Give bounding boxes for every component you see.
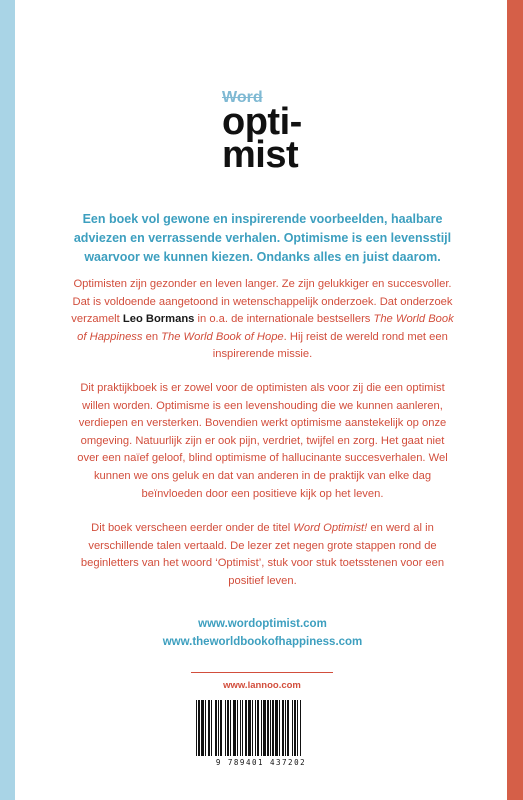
p1-text-a: Optimisten zijn gezonder en leven langer. Ze zijn gelukkiger en succesvoller. Dat is voldoende aangetoond in wetenschappelijk onderzoek. Dat onderzoek verzamelt <box>71 278 453 326</box>
link-wordoptimist[interactable]: www.wordoptimist.com <box>198 618 327 630</box>
logo-line-2: mist <box>222 134 299 176</box>
barcode-bar <box>263 700 266 756</box>
logo-line-1: opti- <box>222 101 302 143</box>
paragraph-2: Dit praktijkboek is er zowel voor de optimisten als voor zij die een optimist willen worden. Optimisme is een levenshouding die we kunnen aanleren, verdiepen en versterken. Bovendien werkt optimisme aanstekelijk op onze omgeving. Natuurlijk zijn er ook pijn, verdriet, twijfel en zorg. Het gaat niet over een naïef geloof, blind optimisme of hallucinante succesverhalen. Wel kunnen we ons geluk en dat van anderen in de praktijk van elke dag beïnvloeden door een positieve kijk op het leven. <box>77 382 448 500</box>
barcode-bar <box>242 700 243 756</box>
barcode-bar <box>297 700 298 756</box>
barcode-bar <box>287 700 289 756</box>
barcode-bar <box>257 700 259 756</box>
barcode-bar <box>252 700 253 756</box>
barcode-bar <box>270 700 271 756</box>
barcode-bar <box>285 700 286 756</box>
publisher-url[interactable]: www.lannoo.com <box>223 680 301 691</box>
barcode-bar <box>218 700 219 756</box>
book-title-happiness: The World Book of Happiness <box>77 313 454 343</box>
barcode-bar <box>261 700 262 756</box>
barcode-bar <box>220 700 222 756</box>
left-color-stripe <box>0 0 15 800</box>
barcode-bar <box>267 700 269 756</box>
right-color-stripe <box>507 0 523 800</box>
barcode-bar <box>196 700 197 756</box>
barcode-bar <box>255 700 256 756</box>
barcode-bars <box>190 698 332 758</box>
book-title-hope: The World Book of Hope <box>161 330 284 343</box>
p1-text-b: in o.a. de internationale bestsellers <box>194 313 374 326</box>
barcode-bar <box>208 700 210 756</box>
barcode-bar <box>227 700 229 756</box>
barcode <box>190 698 332 770</box>
barcode-bar <box>205 700 206 756</box>
barcode-bar <box>275 700 278 756</box>
barcode-bar <box>201 700 204 756</box>
paragraph-1 <box>70 276 455 364</box>
barcode-bar <box>294 700 296 756</box>
p3-text-b: en werd al in verschillende talen vertaald. De lezer zet negen grote stappen rond de beginletters van het woord ‘Optimist’, stuk voor stuk toetsstenen voor een positief leven. <box>80 522 445 587</box>
barcode-bar <box>233 700 236 756</box>
barcode-bar <box>237 700 238 756</box>
p1-text-d: . Hij reist de wereld rond met een inspirerende missie. <box>212 330 448 361</box>
barcode-bar <box>282 700 284 756</box>
barcode-bar <box>279 700 280 756</box>
barcode-bar <box>245 700 247 756</box>
author-name: Leo Bormans <box>122 313 195 326</box>
barcode-bar <box>240 700 241 756</box>
lead-paragraph: Een boek vol gewone en inspirerende voorbeelden, haalbare adviezen en verrassende verhalen. Optimisme is een levensstijl waarvoor we kunnen kiezen. Ondanks alles en juist daarom. <box>73 212 452 264</box>
barcode-bar <box>225 700 226 756</box>
link-worldbookofhappiness[interactable]: www.theworldbookofhappiness.com <box>162 636 363 648</box>
logo-struck-word: Word <box>222 89 263 106</box>
earlier-title: Word Optimist! <box>293 522 368 534</box>
p3-text-a: Dit boek verscheen eerder onder de titel <box>91 522 294 534</box>
barcode-bar <box>211 700 212 756</box>
barcode-bar <box>292 700 293 756</box>
publisher-divider <box>191 672 333 673</box>
barcode-bar <box>248 700 251 756</box>
p1-text-c: en <box>142 330 162 343</box>
barcode-bar <box>230 700 231 756</box>
barcode-bar <box>272 700 274 756</box>
paragraph-3 <box>70 520 455 590</box>
barcode-bar <box>198 700 200 756</box>
barcode-digits: 9 789401 437202 <box>215 758 307 767</box>
barcode-bar <box>215 700 217 756</box>
title-logo <box>222 89 322 176</box>
barcode-bar <box>300 700 301 756</box>
